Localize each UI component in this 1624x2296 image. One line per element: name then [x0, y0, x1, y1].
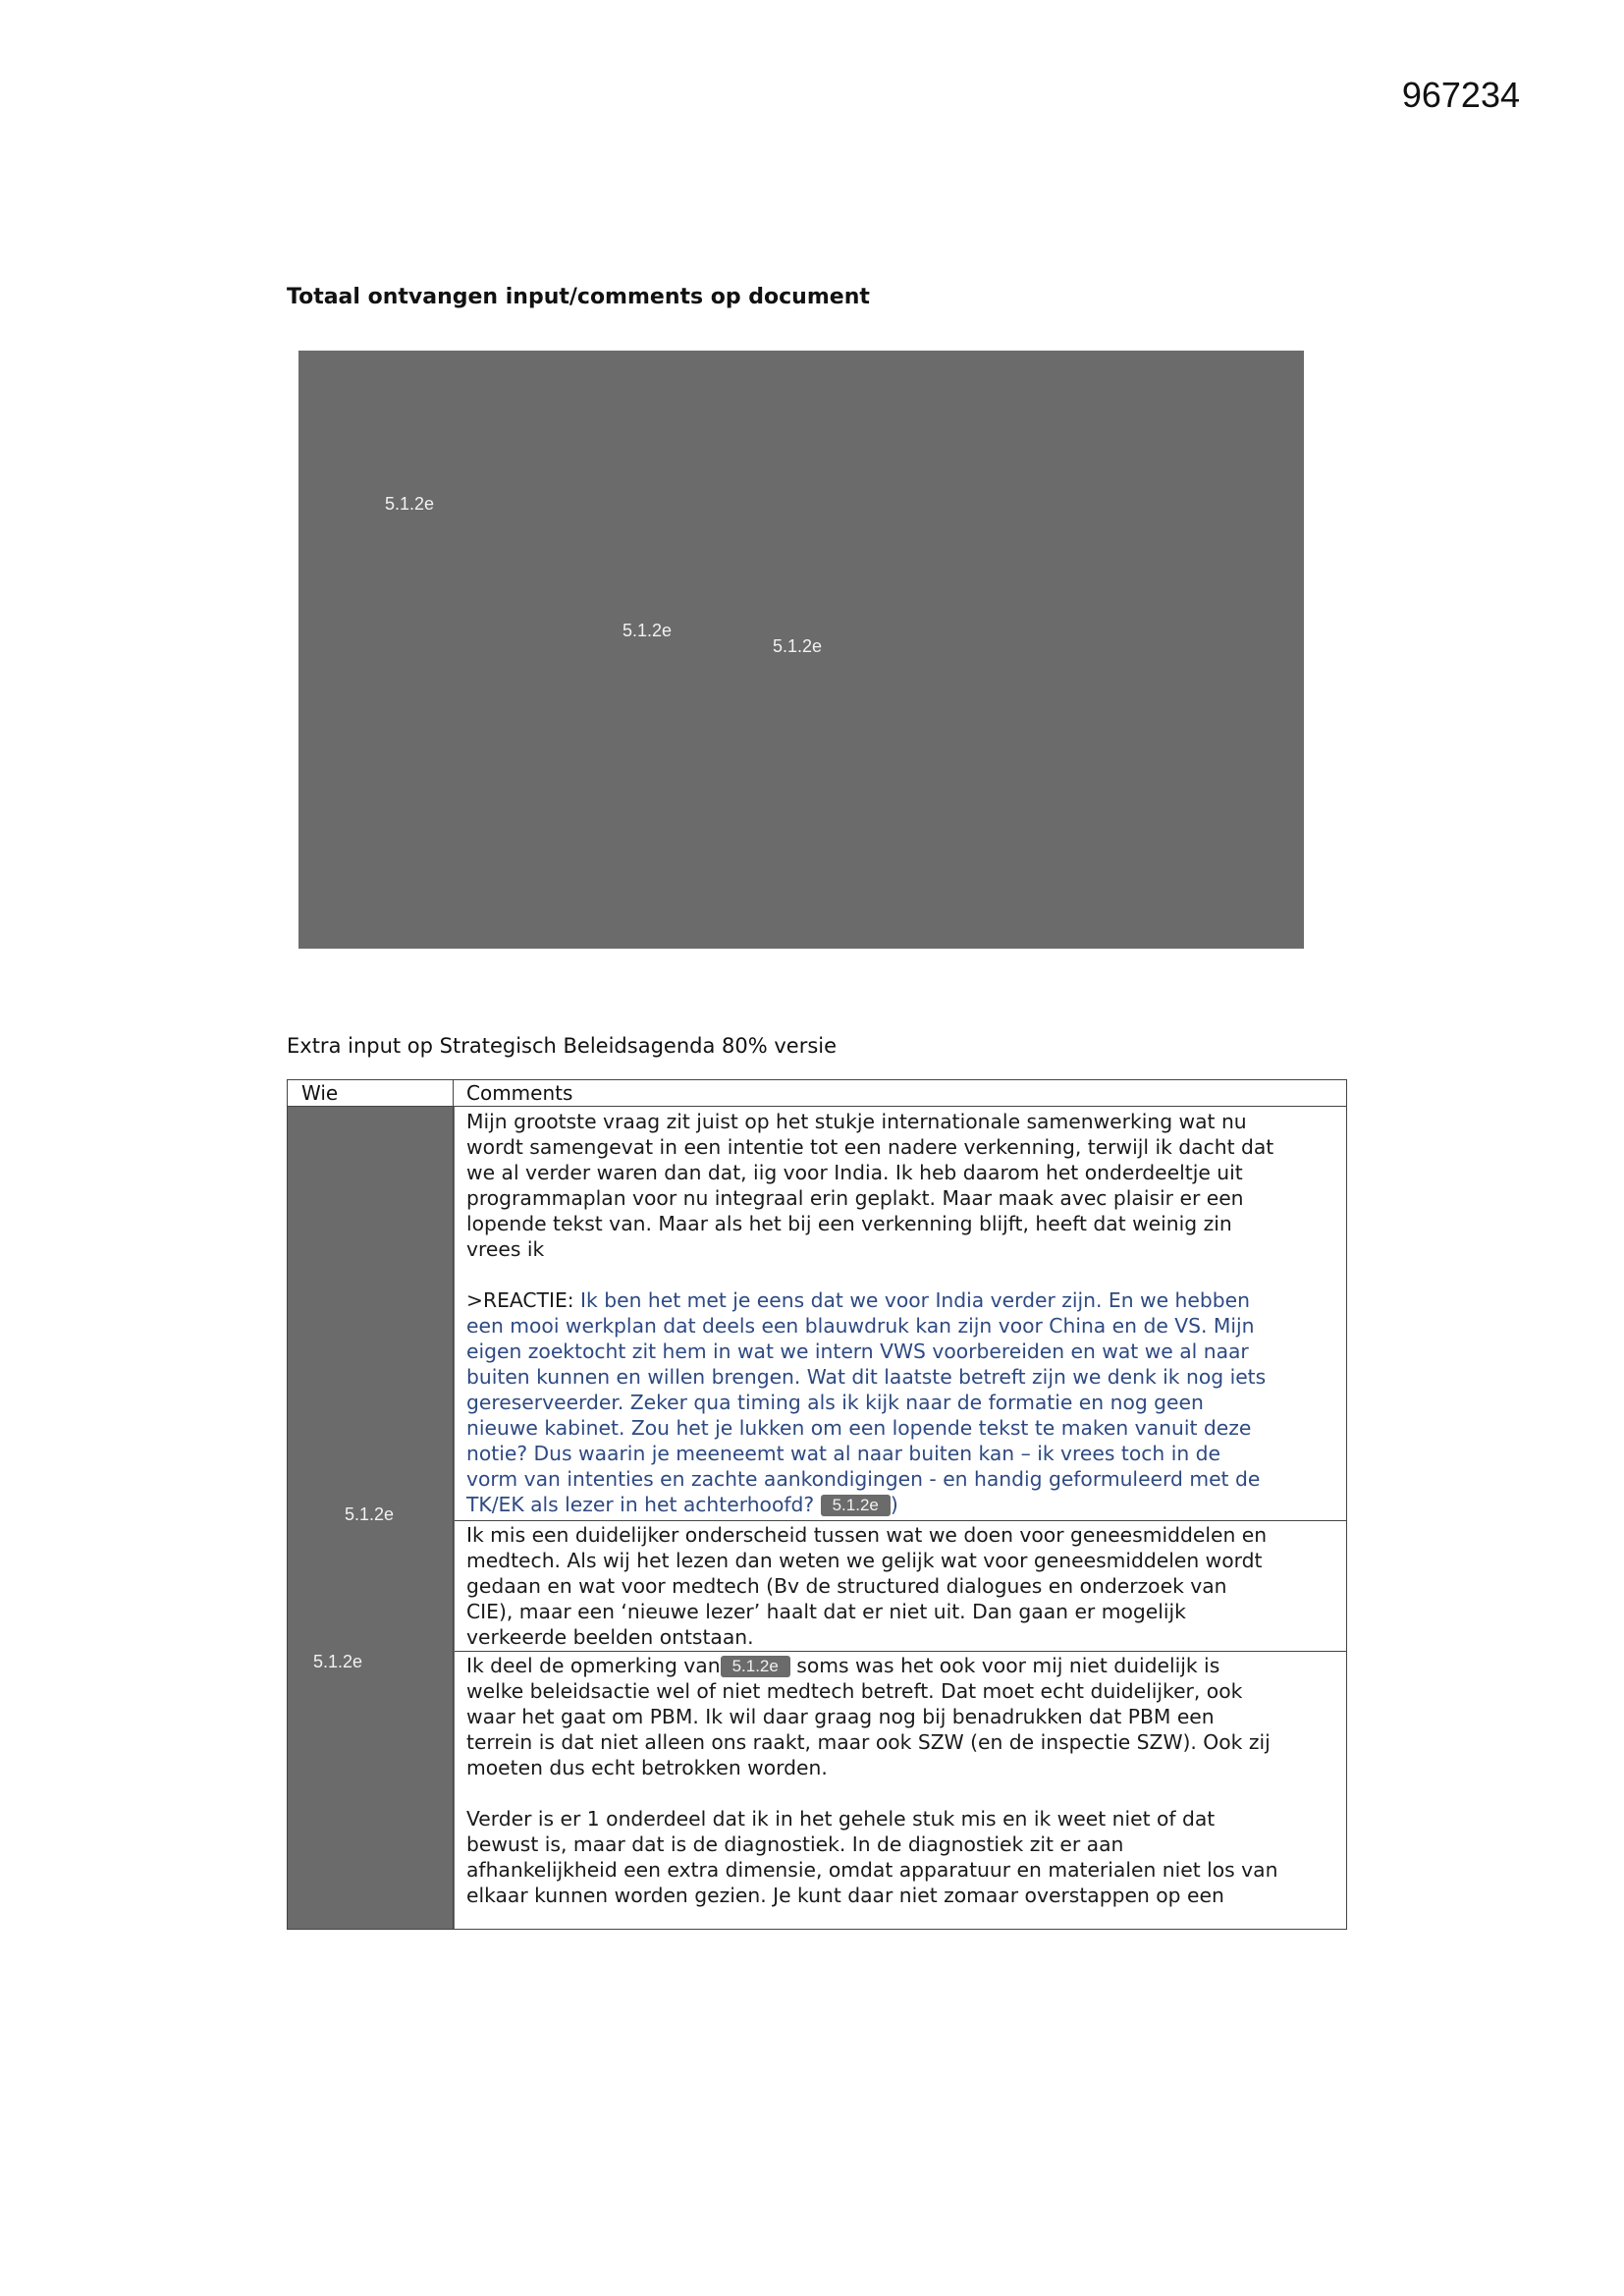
comment-line: bewust is, maar dat is de diagnostiek. In de diagnostiek zit er aan: [466, 1832, 1124, 1856]
redaction-label: 5.1.2e: [623, 621, 673, 640]
comment-line: elkaar kunnen worden gezien. Je kunt daar niet zomaar overstappen op een: [466, 1884, 1224, 1907]
page-number: 967234: [1401, 75, 1520, 115]
wie-column-redacted: [288, 1107, 455, 1929]
comment-line: waar het gaat om PBM. Ik wil daar graag nog bij benadrukken dat PBM een: [466, 1705, 1215, 1728]
column-divider: [453, 1080, 454, 1929]
reaction-text: ): [890, 1493, 898, 1516]
comment-line: [466, 1653, 1336, 1678]
comment-cell-1: [466, 1109, 1336, 1517]
comment-line: wordt samengevat in een intentie tot een nadere verkenning, terwijl ik dacht dat: [466, 1135, 1274, 1159]
comment-line: we al verder waren dan dat, iig voor India. Ik heb daarom het onderdeeltje uit: [466, 1161, 1243, 1184]
row-divider: [455, 1520, 1346, 1521]
column-header-comments: Comments: [455, 1080, 1346, 1107]
comment-line: terrein is dat niet alleen ons raakt, maar ook SZW (en de inspectie SZW). Ook zij: [466, 1730, 1271, 1754]
comment-line: medtech. Als wij het lezen dan weten we gelijk wat voor geneesmiddelen wordt: [466, 1549, 1263, 1572]
reaction-line: vorm van intenties en zachte aankondigingen - en handig geformuleerd met de: [466, 1467, 1261, 1491]
reaction-line: notie? Dus waarin je meeneemt wat al naar buiten kan – ik vrees toch in de: [466, 1442, 1220, 1465]
comment-line: lopende tekst van. Maar als het bij een verkenning blijft, heeft dat weinig zin: [466, 1212, 1232, 1235]
reaction-line: nieuwe kabinet. Zou het je lukken om een lopende tekst te maken vanuit deze: [466, 1416, 1252, 1440]
reaction-text: Ik ben het met je eens dat we voor India verder zijn. En we hebben: [573, 1288, 1250, 1312]
reaction-prefix: >REACTIE:: [466, 1288, 574, 1312]
reaction-line: eigen zoektocht zit hem in wat we intern VWS voorbereiden en wat we al naar: [466, 1339, 1249, 1363]
comment-line: CIE), maar een ‘nieuwe lezer’ haalt dat er niet uit. Dan gaan er mogelijk: [466, 1600, 1186, 1623]
redacted-image-block: [298, 351, 1304, 949]
comment-line: afhankelijkheid een extra dimensie, omdat apparatuur en materialen niet los van: [466, 1858, 1278, 1882]
redaction-label: 5.1.2e: [773, 636, 823, 656]
row-divider: [455, 1651, 1346, 1652]
redaction-label: 5.1.2e: [313, 1652, 363, 1671]
reaction-line: gereserveerder. Zeker qua timing als ik kijk naar de formatie en nog geen: [466, 1391, 1204, 1414]
redaction-label: 5.1.2e: [385, 494, 435, 514]
comment-line: gedaan en wat voor medtech (Bv de structured dialogues en onderzoek van: [466, 1574, 1227, 1598]
inline-redaction: 5.1.2e: [821, 1495, 891, 1516]
comment-line: vrees ik: [466, 1237, 545, 1261]
column-header-wie: Wie: [288, 1080, 455, 1107]
comment-line: Mijn grootste vraag zit juist op het stukje internationale samenwerking wat nu: [466, 1110, 1247, 1133]
inline-redaction: 5.1.2e: [721, 1656, 790, 1677]
reaction-line: [466, 1287, 1336, 1313]
comment-line: verkeerde beelden ontstaan.: [466, 1625, 754, 1649]
comment-line: programmaplan voor nu integraal erin geplakt. Maar maak avec plaisir er een: [466, 1186, 1244, 1210]
section-heading-extra-input: Extra input op Strategisch Beleidsagenda 80% versie: [287, 1034, 838, 1058]
comment-text: soms was het ook voor mij niet duidelijk is: [789, 1654, 1220, 1677]
reaction-line: een mooi werkplan dat deels een blauwdruk kan zijn voor China en de VS. Mijn: [466, 1314, 1255, 1338]
comment-line: welke beleidsactie wel of niet medtech betreft. Dat moet echt duidelijker, ook: [466, 1679, 1243, 1703]
comments-table: [287, 1079, 1347, 1930]
section-heading-total-input: Totaal ontvangen input/comments op document: [287, 285, 870, 309]
comment-text: Ik deel de opmerking van: [466, 1654, 721, 1677]
comment-line: moeten dus echt betrokken worden.: [466, 1756, 828, 1779]
reaction-line: [466, 1492, 1336, 1517]
comment-line: Ik mis een duidelijker onderscheid tussen wat we doen voor geneesmiddelen en: [466, 1523, 1268, 1547]
comment-cell-2: [466, 1522, 1336, 1650]
comment-line: Verder is er 1 onderdeel dat ik in het gehele stuk mis en ik weet niet of dat: [466, 1807, 1216, 1831]
comment-cell-3: [466, 1653, 1336, 1908]
reaction-text: TK/EK als lezer in het achterhoofd?: [466, 1493, 815, 1516]
redaction-label: 5.1.2e: [345, 1504, 395, 1524]
reaction-line: buiten kunnen en willen brengen. Wat dit laatste betreft zijn we denk ik nog iets: [466, 1365, 1267, 1389]
